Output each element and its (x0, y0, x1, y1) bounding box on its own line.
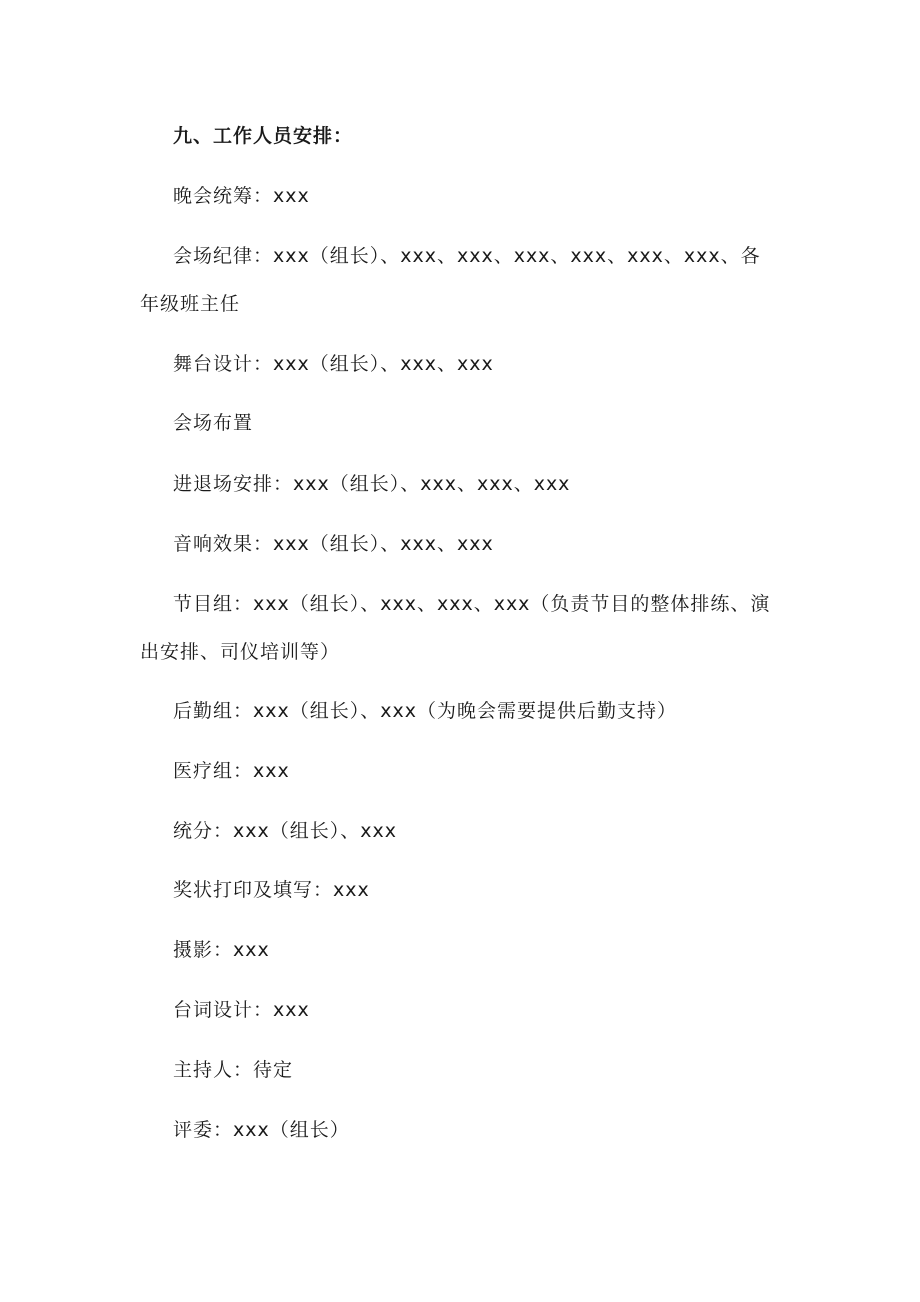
section-heading: 九、工作人员安排： (173, 125, 354, 147)
paragraph-photography: 摄影：xxx (173, 939, 270, 961)
paragraph-stage-design: 舞台设计：xxx（组长）、xxx、xxx (173, 353, 494, 375)
paragraph-entry-exit-arrangement: 进退场安排：xxx（组长）、xxx、xxx、xxx (173, 473, 571, 495)
paragraph-sound-effects: 音响效果：xxx（组长）、xxx、xxx (173, 533, 494, 555)
paragraph-scoring: 统分：xxx（组长）、xxx (173, 820, 397, 842)
paragraph-certificate-printing: 奖状打印及填写：xxx (173, 879, 370, 901)
paragraph-program-group: 节目组：xxx（组长）、xxx、xxx、xxx（负责节目的整体排练、演出安排、司仪培训等） (140, 593, 771, 663)
paragraph-logistics-group: 后勤组：xxx（组长）、xxx（为晚会需要提供后勤支持） (173, 700, 677, 722)
paragraph-venue-setup: 会场布置 (173, 412, 254, 434)
paragraph-script-design: 台词设计：xxx (173, 999, 310, 1021)
paragraph-medical-group: 医疗组：xxx (173, 760, 290, 782)
paragraph-host: 主持人：待定 (173, 1059, 294, 1081)
paragraph-judges: 评委：xxx（组长） (173, 1119, 350, 1141)
paragraph-venue-discipline: 会场纪律：xxx（组长）、xxx、xxx、xxx、xxx、xxx、xxx、各年级班主任 (140, 245, 761, 315)
paragraph-evening-coordination: 晚会统筹：xxx (173, 185, 310, 207)
